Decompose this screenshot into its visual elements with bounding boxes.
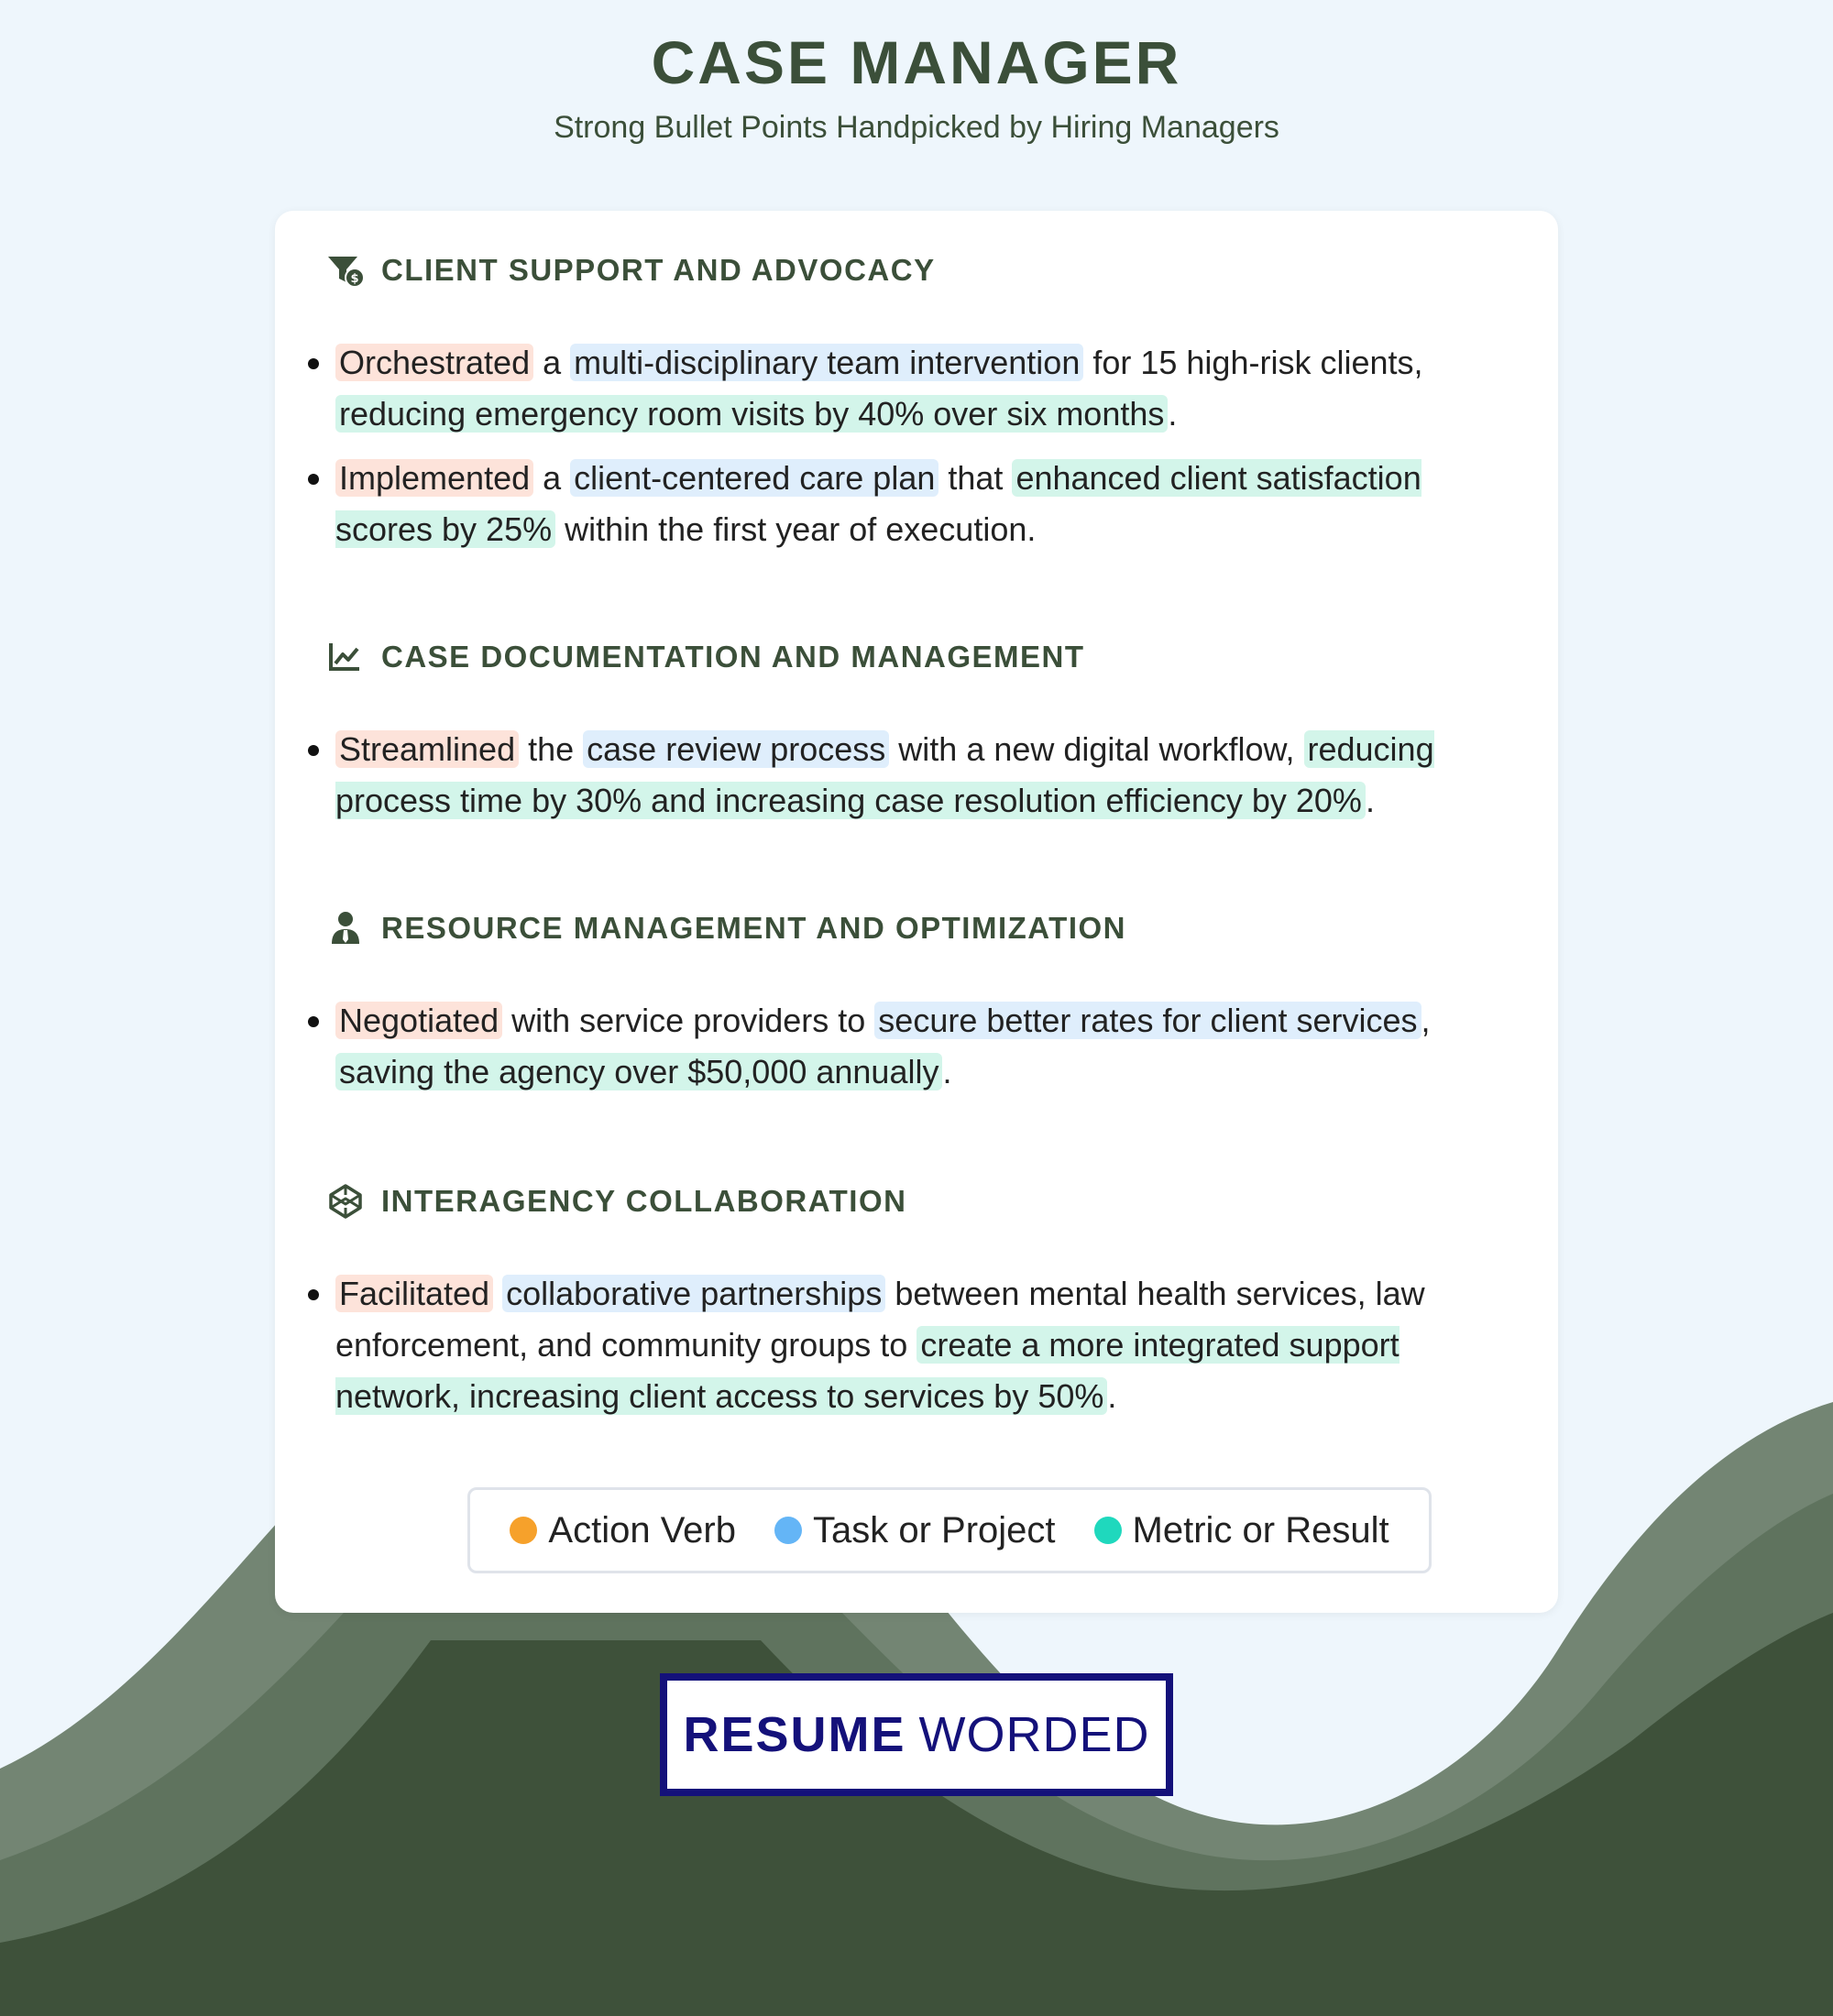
bullet-text: a (533, 344, 571, 381)
logo-bold-text: RESUME (683, 1707, 906, 1762)
section-client-support (275, 247, 1558, 568)
highlight-metric: enhanced client satisfaction scores by 25% (335, 459, 1421, 548)
section-title: INTERAGENCY COLLABORATION (381, 1184, 907, 1218)
bullet-list (275, 1268, 1558, 1422)
resume-worded-logo (660, 1673, 1173, 1796)
section-title: CASE DOCUMENTATION AND MANAGEMENT (381, 640, 1085, 674)
section-header (326, 1178, 1558, 1224)
highlight-metric: reducing process time by 30% and increasing case resolution efficiency by 20% (335, 730, 1434, 819)
codepen-icon (326, 1182, 365, 1221)
section-interagency (275, 1178, 1558, 1435)
highlight-task: secure better rates for client services (874, 1002, 1421, 1039)
bullet-list (275, 724, 1558, 827)
bullet-item (335, 1268, 1509, 1422)
logo-light-text: WORDED (918, 1707, 1150, 1762)
legend-item-metric-result (1094, 1510, 1389, 1551)
highlight-action: Implemented (335, 459, 533, 497)
highlight-task: collaborative partnerships (502, 1275, 885, 1312)
legend-dot (774, 1517, 802, 1544)
svg-text:$: $ (350, 272, 359, 286)
section-resource-management (275, 905, 1558, 1111)
highlight-metric: reducing emergency room visits by 40% over six months (335, 395, 1168, 433)
funnel-dollar-icon (326, 251, 365, 290)
legend-label: Task or Project (812, 1509, 1056, 1550)
legend-label: Action Verb (548, 1509, 736, 1550)
section-header (326, 247, 1558, 293)
section-header (326, 905, 1558, 951)
legend-dot (1094, 1517, 1122, 1544)
highlight-metric: saving the agency over $50,000 annually (335, 1053, 942, 1090)
bullet-text (493, 1275, 502, 1312)
highlight-task: case review process (583, 730, 889, 768)
bullet-list (275, 337, 1558, 555)
highlight-action: Streamlined (335, 730, 519, 768)
bullet-list (275, 995, 1558, 1098)
line-chart-icon (326, 638, 365, 676)
bullet-text: within the first year of execution. (555, 510, 1037, 548)
bullet-text: , (1421, 1002, 1431, 1039)
highlight-task: client-centered care plan (570, 459, 938, 497)
bullet-text: a (533, 459, 571, 497)
highlight-action: Negotiated (335, 1002, 502, 1039)
highlight-action: Facilitated (335, 1275, 493, 1312)
highlight-metric: create a more integrated support network, increasing client access to services by 50% (335, 1326, 1399, 1415)
bullet-item (335, 337, 1509, 440)
bullet-text: . (1107, 1377, 1117, 1415)
bullet-text: with service providers to (502, 1002, 875, 1039)
highlight-legend (467, 1487, 1432, 1573)
section-title: RESOURCE MANAGEMENT AND OPTIMIZATION (381, 911, 1126, 945)
page-subtitle: Strong Bullet Points Handpicked by Hiring Managers (554, 110, 1279, 145)
bullet-item (335, 453, 1509, 555)
bullet-text: with a new digital workflow, (889, 730, 1304, 768)
user-tie-icon (326, 909, 365, 948)
highlight-action: Orchestrated (335, 344, 533, 381)
bullet-text: that (938, 459, 1013, 497)
bullet-text: . (1365, 782, 1375, 819)
page-title: CASE MANAGER (651, 28, 1182, 96)
section-case-documentation (275, 634, 1558, 839)
bullet-points-card (275, 211, 1558, 1613)
legend-item-task-project (774, 1510, 1056, 1551)
highlight-task: multi-disciplinary team intervention (570, 344, 1083, 381)
legend-label: Metric or Result (1132, 1509, 1389, 1550)
legend-item-action-verb (510, 1510, 736, 1551)
bullet-item (335, 724, 1509, 827)
bullet-text: for 15 high-risk clients, (1083, 344, 1423, 381)
bullet-item (335, 995, 1509, 1098)
bullet-text: between mental health services, law enforcement, and community groups to (335, 1275, 1425, 1364)
section-title: CLIENT SUPPORT AND ADVOCACY (381, 253, 936, 287)
legend-dot (510, 1517, 537, 1544)
bullet-text: . (942, 1053, 952, 1090)
bullet-text: . (1168, 395, 1178, 433)
section-header (326, 634, 1558, 680)
bullet-text: the (519, 730, 584, 768)
